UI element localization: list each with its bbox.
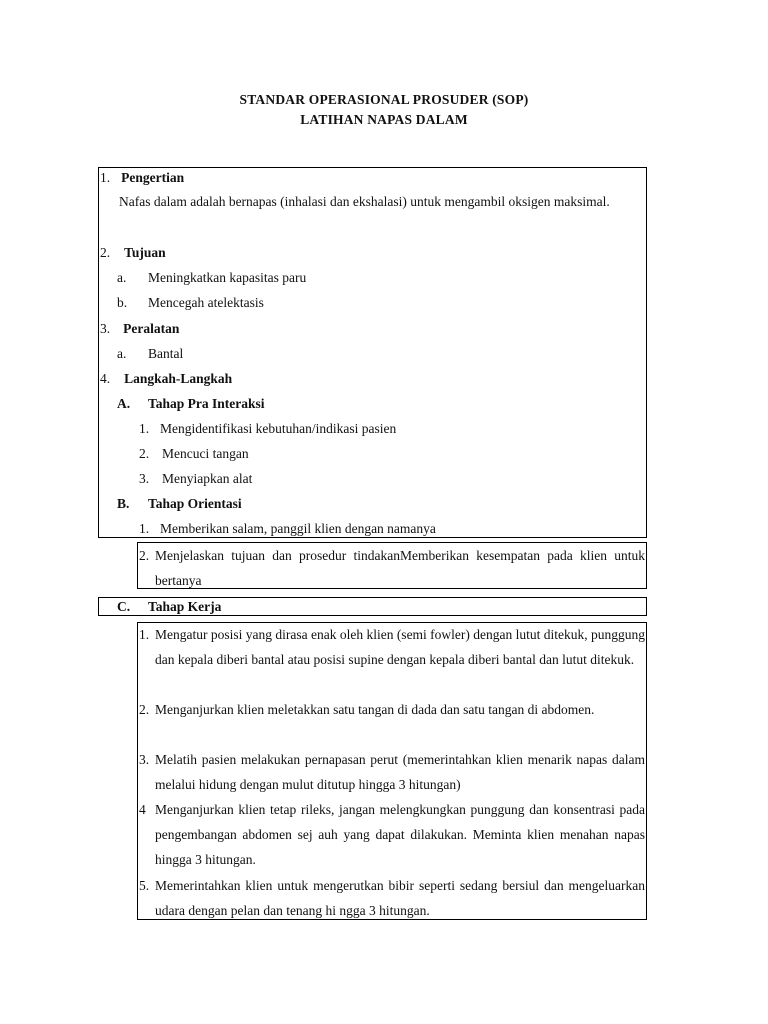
list-marker: a. bbox=[117, 270, 127, 285]
section-title: Peralatan bbox=[123, 321, 180, 336]
section-peralatan-heading bbox=[100, 321, 179, 337]
list-item bbox=[139, 471, 252, 487]
section-title: Pengertian bbox=[121, 170, 185, 185]
section-tujuan-heading bbox=[100, 245, 166, 261]
pengertian-paragraph: Nafas dalam adalah bernapas (inhalasi dan ekshalasi) untuk mengambil oksigen maksimal. bbox=[119, 194, 610, 209]
section-number: 3. bbox=[100, 321, 111, 336]
stage-title: Tahap Orientasi bbox=[148, 496, 242, 511]
list-text: Menganjurkan klien meletakkan satu tangan di dada dan satu tangan di abdomen. bbox=[155, 702, 595, 717]
list-marker: 5. bbox=[139, 878, 150, 893]
doc-title: STANDAR OPERASIONAL PROSUDER (SOP) bbox=[239, 92, 529, 107]
list-text: Menyiapkan alat bbox=[162, 471, 253, 486]
list-marker: 2. bbox=[139, 702, 150, 717]
list-marker: a. bbox=[117, 346, 127, 361]
list-text: Mengidentifikasi kebutuhan/indikasi pasien bbox=[160, 421, 397, 436]
list-text: Mencuci tangan bbox=[162, 446, 249, 461]
list-item bbox=[117, 270, 306, 286]
section-title: Tujuan bbox=[124, 245, 166, 260]
list-text: Menganjurkan klien tetap rileks, jangan melengkungkan punggung dan konsentrasi pada pengembangan abdomen sej auh yang dapat dilakukan. Meminta klien menahan napas hingga 3 hitungan. bbox=[155, 802, 645, 867]
list-marker: b. bbox=[117, 295, 128, 310]
stage-title: Tahap Pra Interaksi bbox=[148, 396, 265, 411]
section-number: 1. bbox=[100, 170, 111, 185]
section-title: Langkah-Langkah bbox=[124, 371, 233, 386]
list-text: Melatih pasien melakukan pernapasan perut (memerintahkan klien menarik napas dalam melalui hidung dengan mulut ditutup hingga 3 hitungan) bbox=[155, 752, 645, 792]
list-item bbox=[117, 346, 183, 362]
section-langkah-heading bbox=[100, 371, 232, 387]
stage-marker: A. bbox=[117, 396, 131, 411]
list-marker: 2. bbox=[139, 446, 150, 461]
stage-marker: C. bbox=[117, 599, 131, 614]
list-item bbox=[117, 295, 264, 311]
list-marker: 3. bbox=[139, 752, 150, 767]
list-marker: 4 bbox=[139, 802, 146, 817]
stage-marker: B. bbox=[117, 496, 130, 511]
list-marker: 2. bbox=[139, 548, 150, 563]
list-marker: 1. bbox=[139, 421, 150, 436]
stage-kerja-heading bbox=[117, 599, 221, 615]
list-marker: 1. bbox=[139, 627, 150, 642]
doc-subtitle: LATIHAN NAPAS DALAM bbox=[300, 112, 468, 127]
list-text: Menjelaskan tujuan dan prosedur tindakanMemberikan kesempatan pada klien untuk bertanya bbox=[155, 548, 645, 588]
section-pengertian-heading bbox=[100, 170, 184, 186]
list-item bbox=[139, 421, 396, 437]
list-text: Bantal bbox=[148, 346, 184, 361]
list-text: Memberikan salam, panggil klien dengan namanya bbox=[160, 521, 436, 536]
list-item bbox=[139, 446, 249, 462]
list-text: Mencegah atelektasis bbox=[148, 295, 264, 310]
section-number: 2. bbox=[100, 245, 111, 260]
list-text: Meningkatkan kapasitas paru bbox=[148, 270, 307, 285]
stage-orientasi-heading bbox=[117, 496, 242, 512]
list-item bbox=[139, 521, 436, 537]
list-marker: 1. bbox=[139, 521, 150, 536]
stage-title: Tahap Kerja bbox=[148, 599, 222, 614]
stage-pra-interaksi-heading bbox=[117, 396, 265, 412]
list-text: Mengatur posisi yang dirasa enak oleh klien (semi fowler) dengan lutut ditekuk, punggung dan kepala diberi bantal atau posisi supine dengan kepala diberi bantal dan lutut ditekuk. bbox=[155, 627, 646, 667]
list-text: Memerintahkan klien untuk mengerutkan bibir seperti sedang bersiul dan mengeluarkan udara dengan pelan dan tenang hi ngga 3 hitungan. bbox=[155, 878, 645, 918]
section-number: 4. bbox=[100, 371, 111, 386]
list-marker: 3. bbox=[139, 471, 150, 486]
